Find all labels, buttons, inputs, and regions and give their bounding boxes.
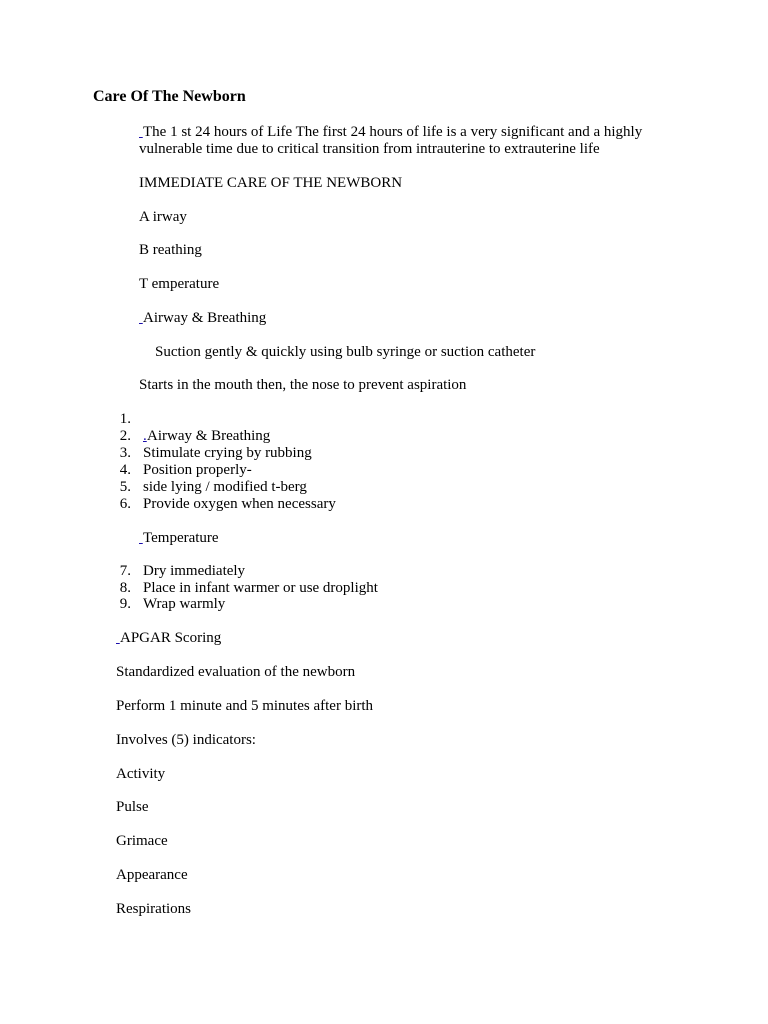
immediate-care-heading: IMMEDIATE CARE OF THE NEWBORN bbox=[139, 175, 403, 191]
abt-item-breathing: B reathing bbox=[139, 242, 202, 258]
list-number: 2. bbox=[119, 428, 131, 444]
list-number: 6. bbox=[119, 496, 131, 512]
apgar-indicator: Pulse bbox=[116, 799, 149, 815]
temperature-heading bbox=[139, 530, 219, 547]
abt-item-temperature: T emperature bbox=[139, 276, 220, 292]
document-title: Care Of The Newborn bbox=[93, 88, 246, 105]
temperature-heading-text: Temperature bbox=[143, 530, 219, 546]
list-item: Provide oxygen when necessary bbox=[143, 496, 336, 512]
list-number: 4. bbox=[119, 462, 131, 478]
list-item bbox=[143, 428, 270, 445]
list-number: 9. bbox=[119, 596, 131, 612]
list-number: 5. bbox=[119, 479, 131, 495]
list-item: Dry immediately bbox=[143, 563, 246, 579]
apgar-indicator: Activity bbox=[116, 766, 166, 782]
list-item-text: Airway & Breathing bbox=[147, 428, 271, 444]
list-item: Position properly- bbox=[143, 462, 252, 478]
apgar-heading-text: APGAR Scoring bbox=[120, 630, 222, 646]
intro-line-1 bbox=[139, 124, 642, 141]
list-item: Stimulate crying by rubbing bbox=[143, 445, 312, 461]
apgar-indicator: Grimace bbox=[116, 833, 168, 849]
list-item: Wrap warmly bbox=[143, 596, 226, 612]
apgar-indicator: Appearance bbox=[116, 867, 188, 883]
list-item: Place in infant warmer or use droplight bbox=[143, 580, 378, 596]
airway-heading-text: Airway & Breathing bbox=[143, 310, 267, 326]
starts-text: Starts in the mouth then, the nose to prevent aspiration bbox=[139, 377, 467, 393]
intro-line-1-text: The 1 st 24 hours of Life The first 24 hours of life is a very significant and a highly bbox=[143, 124, 643, 140]
list-item: side lying / modified t-berg bbox=[143, 479, 307, 495]
list-item-link[interactable]: . bbox=[143, 428, 147, 444]
suction-text: Suction gently & quickly using bulb syringe or suction catheter bbox=[155, 344, 536, 360]
list-number: 3. bbox=[119, 445, 131, 461]
list-number: 1. bbox=[119, 411, 131, 427]
list-number: 7. bbox=[119, 563, 131, 579]
apgar-line: Perform 1 minute and 5 minutes after birth bbox=[116, 698, 374, 714]
abt-item-airway: A irway bbox=[139, 209, 187, 225]
apgar-line: Involves (5) indicators: bbox=[116, 732, 256, 748]
list-number: 8. bbox=[119, 580, 131, 596]
apgar-indicator: Respirations bbox=[116, 901, 191, 917]
intro-line-2: vulnerable time due to critical transition from intrauterine to extrauterine life bbox=[139, 141, 600, 157]
airway-heading bbox=[139, 310, 266, 327]
apgar-heading bbox=[116, 630, 221, 647]
apgar-line: Standardized evaluation of the newborn bbox=[116, 664, 356, 680]
